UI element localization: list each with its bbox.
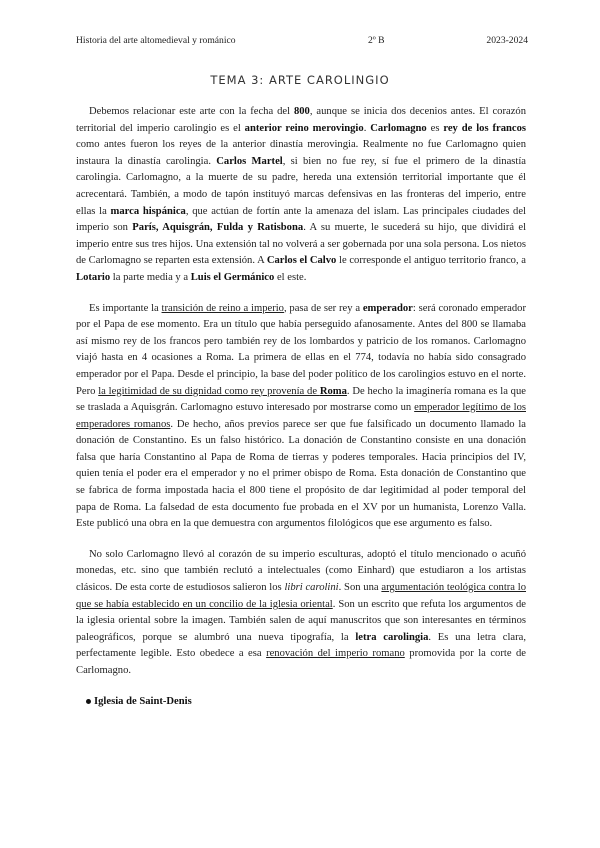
paragraph-3 bbox=[76, 547, 526, 680]
p1-text: como antes fueron los reyes de la anterior dinastía merovingia. Realmente no fue Carlomagno quien instaura la dinastía carolingia. bbox=[76, 139, 526, 167]
p3-text: No solo Carlomagno llevó al corazón de su imperio esculturas, adoptó el título mencionado o acuñó monedas, etc. sino que también reclutó a intelectuales (como Einhard) que estudiaron a los artistas clásicos. De esta corte de estudiosos salieron los bbox=[76, 548, 526, 594]
header-course: Historia del arte altomedieval y románico bbox=[76, 35, 236, 46]
p1-bold: Lotario bbox=[76, 271, 111, 283]
p2-underlined: la legitimidad de su dignidad como rey provenía de bbox=[98, 385, 320, 397]
header-group: 2º B bbox=[368, 35, 385, 46]
p2-bold: emperador bbox=[362, 302, 413, 314]
p2-underlined: transición de reino a imperio bbox=[161, 302, 284, 314]
p1-bold: Carlos Martel bbox=[216, 155, 283, 167]
p1-text: . A su muerte, le sucederá su hijo, que dividirá el imperio entre sus tres hijos. Una extensión tal no volverá a ser gobernada por una sola persona. Los nietos de Carlomagno se reparten esta extensión. A bbox=[76, 222, 527, 267]
header-year: 2023-2024 bbox=[486, 35, 528, 46]
p1-bold: París, Aquisgrán, Fulda y Ratisbona bbox=[132, 222, 304, 234]
p1-text: el este. bbox=[274, 271, 307, 283]
p1-bold: marca hispánica bbox=[110, 205, 186, 217]
p3-text: . Son un escrito que refuta los argumentos de la iglesia oriental sobre la imagen. También salen de aquí manuscritos que son interesantes en términos paleográficos, porque se alumbró una nueva tipografía, la bbox=[76, 598, 526, 643]
p3-underlined: renovación del imperio romano bbox=[266, 648, 405, 660]
p1-text: Debemos relacionar este arte con la fecha del bbox=[89, 106, 294, 117]
p2-bold-underlined: Roma bbox=[319, 385, 347, 397]
p1-text: , aunque se inicia dos decenios antes. El corazón territorial del imperio carolingio es el bbox=[76, 106, 527, 134]
paragraph-2 bbox=[76, 301, 526, 533]
p2-underlined: emperador legítimo de los emperadores romanos bbox=[76, 402, 526, 430]
p2-text: , pasa de ser rey a bbox=[283, 302, 363, 314]
p2-text: . De hecho la imaginería romana es la que se traslada a Aquisgrán. Carlomagno estuvo interesado por mostrarse como un bbox=[76, 385, 526, 414]
paragraph-1 bbox=[76, 104, 526, 287]
bullet-label: Iglesia de Saint-Denis bbox=[94, 695, 192, 707]
document-body bbox=[76, 104, 526, 710]
bullet-dot-icon bbox=[86, 699, 91, 704]
p3-underlined: argumentación teológica contra lo que se había establecido en un concilio de la iglesia oriental bbox=[76, 582, 527, 610]
p2-text: . De hecho, años previos parece ser que fue falsificado un documento llamado la donación de Constantino. Es un falso histórico. La donación de Constantino consiste en una donación falsa que haría Constantino al Papa de Roma de tierras y poderes temporales. Hacia principios del IV, quien tenía el poder era el emperador y no el primer obispo de Roma. Esta donación de Constantino que se fabrica de forma impostada hacia el 800 tiene el propósito de dar legitimidad al poder temporal del papa de Roma. La falsedad de esta documento fue probada en el XV por un humanista, Lorenzo Valla. Este publicó una obra en la que demuestra con argumentos filológicos que ese argumento es falso. bbox=[76, 418, 527, 530]
p1-text: es bbox=[426, 122, 444, 134]
p3-bold: letra carolingia bbox=[355, 631, 429, 643]
p1-bold: 800 bbox=[293, 106, 310, 117]
p1-bold: Carlomagno bbox=[370, 122, 427, 134]
bullet-item bbox=[76, 694, 526, 710]
p1-text: le corresponde el antiguo territorio franco, a bbox=[336, 255, 526, 267]
p1-bold: anterior reino merovingio bbox=[244, 122, 364, 134]
p1-bold: Carlos el Calvo bbox=[266, 255, 337, 267]
page-header bbox=[76, 34, 528, 48]
p2-text: Es importante la bbox=[89, 302, 162, 314]
p1-text: . bbox=[363, 122, 371, 134]
page-title: TEMA 3: ARTE CAROLINGIO bbox=[210, 73, 390, 87]
p1-bold: rey de los francos bbox=[443, 122, 527, 134]
p3-italic: libri carolini bbox=[284, 582, 339, 594]
p3-text: . Es una letra clara, perfectamente legible. Esto obedece a esa bbox=[76, 631, 526, 660]
p3-text: . Son una bbox=[338, 582, 382, 594]
p1-text: , si bien no fue rey, sí fue el primero de la dinastía carolingia. Carlomagno, a la muerte de su padre, hereda una extensión territorial importante que él acrecentará. También, a modo de tapón instituyó marcas defensivas en las fronteras del imperio, entre ellas la bbox=[76, 155, 526, 217]
p2-text: : será coronado emperador por el Papa de ese momento. Era un título que había perseguido afanosamente. Antes del 800 se llamaba así mismo rey de los francos pero también rey de los lombardos y patricio de los romanos. Carlomagno viajó hasta en 4 ocasiones a Roma. La primera de ellas en el 774, todavía no había sido consagrado emperador por el Papa. Desde el principio, la base del poder político de los carolingios estuvo en el norte. Pero bbox=[76, 302, 526, 397]
p3-text: promovida por la corte de Carlomagno. bbox=[76, 648, 526, 676]
p1-text: la parte media y a bbox=[110, 271, 191, 283]
p1-text: , que actúan de fortín ante la amenaza del islam. Las principales ciudades del imperio son bbox=[76, 205, 526, 234]
p1-bold: Luis el Germánico bbox=[190, 271, 275, 283]
